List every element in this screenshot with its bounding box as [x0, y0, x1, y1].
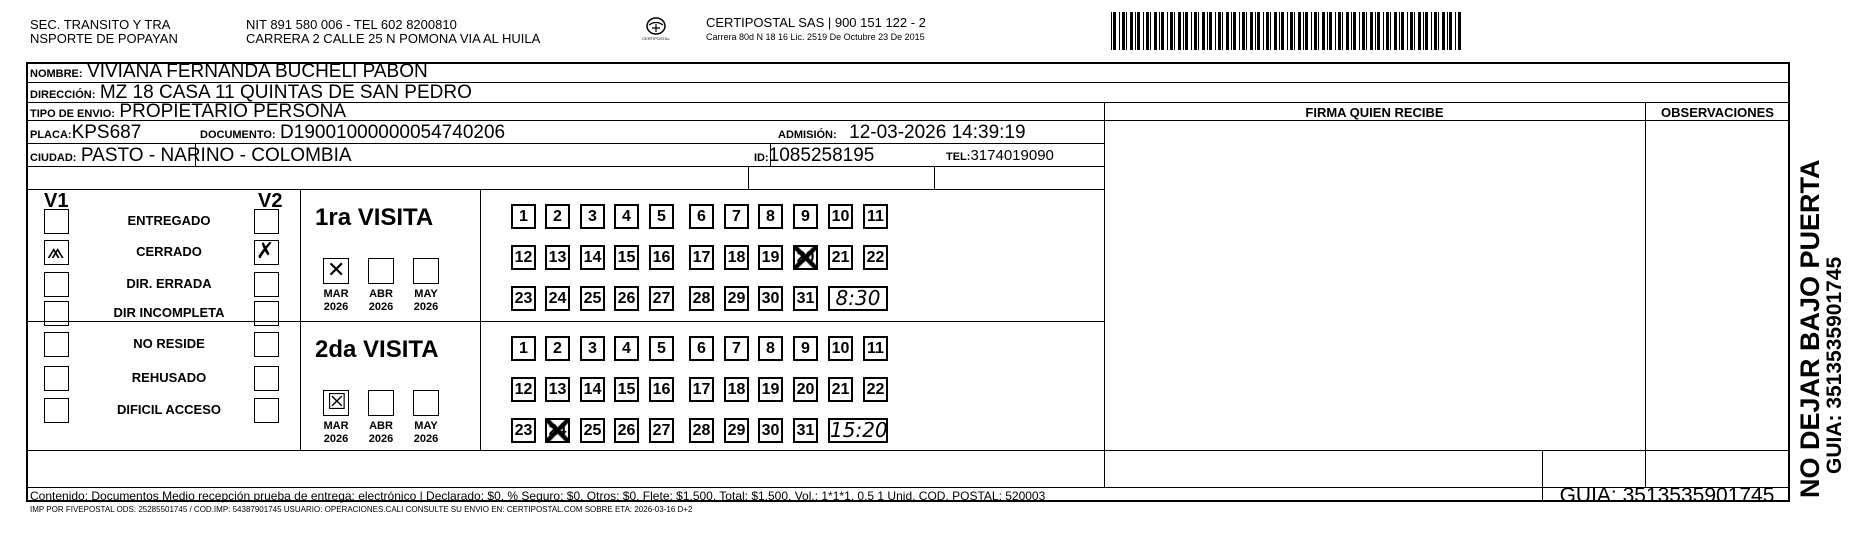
- admision-value: 12-03-2026 14:39:19: [849, 122, 1026, 143]
- day-box[interactable]: 6: [689, 336, 714, 361]
- day-box[interactable]: 6: [689, 204, 714, 229]
- barcode-bar: [1327, 12, 1328, 50]
- month-checkbox[interactable]: [323, 390, 349, 416]
- month-mark-icon: ✕: [327, 258, 346, 283]
- nit-line: NIT 891 580 006 - TEL 602 8200810: [246, 17, 457, 32]
- barcode-bar: [1185, 12, 1188, 50]
- month-checkbox[interactable]: [368, 258, 394, 284]
- month-label: [317, 420, 355, 446]
- ciudad-row: [30, 145, 352, 167]
- month-label: [407, 288, 445, 314]
- barcode-bar: [1274, 12, 1277, 50]
- barcode-bar: [1242, 12, 1245, 50]
- barcode-bar: [1314, 12, 1317, 50]
- carrier-line-1: CERTIPOSTAL SAS | 900 151 122 - 2: [706, 15, 926, 30]
- day-box[interactable]: 26: [614, 418, 639, 443]
- barcode-bar: [1154, 12, 1157, 50]
- barcode-bar: [1209, 12, 1212, 50]
- day-box[interactable]: 29: [724, 418, 749, 443]
- day-box[interactable]: 12: [511, 377, 536, 402]
- time-field[interactable]: 15:20: [830, 418, 888, 442]
- v1-checkbox[interactable]: [44, 398, 69, 423]
- tipo-envio-row: [30, 101, 346, 123]
- placa-value: KPS687: [71, 122, 142, 143]
- direccion-value: MZ 18 CASA 11 QUINTAS DE SAN PEDRO: [99, 82, 472, 103]
- barcode-bar: [1266, 12, 1269, 50]
- barcode-bar: [1322, 12, 1325, 50]
- barcode-bar: [1353, 12, 1356, 50]
- nombre-value: VIVIANA FERNANDA BUCHELI PABON: [87, 61, 428, 82]
- barcode-bar: [1215, 12, 1216, 50]
- day-box[interactable]: 24: [545, 418, 570, 443]
- barcode-bar: [1279, 12, 1280, 50]
- barcode-bar: [1438, 12, 1439, 50]
- v1-header: V1: [44, 190, 69, 212]
- ciudad-value: PASTO - NARINO - COLOMBIA: [80, 145, 352, 166]
- barcode-bar: [1351, 12, 1352, 50]
- id-value: 1085258195: [768, 145, 875, 166]
- status-option-label: CERRADO: [136, 244, 202, 259]
- month-name: ABR: [369, 420, 393, 432]
- day-box[interactable]: 19: [758, 377, 783, 402]
- documento-field: [200, 122, 505, 144]
- barcode-bar: [1434, 12, 1437, 50]
- month-mark-icon: ☒: [327, 390, 347, 415]
- barcode: [1111, 12, 1465, 50]
- barcode-bar: [1366, 12, 1367, 50]
- barcode-bar: [1390, 12, 1391, 50]
- barcode-bar: [1335, 12, 1336, 50]
- month-label: [317, 288, 355, 314]
- month-name: ABR: [369, 288, 393, 300]
- month-checkbox[interactable]: [368, 390, 394, 416]
- status-option-label: DIFICIL ACCESO: [116, 402, 221, 417]
- day-box[interactable]: 3: [580, 204, 605, 229]
- month-year: 2026: [323, 433, 349, 445]
- barcode-bar: [1303, 12, 1304, 50]
- barcode-bar: [1250, 12, 1253, 50]
- barcode-graphic: [1111, 12, 1465, 50]
- day-box[interactable]: 21: [828, 245, 853, 270]
- day-box[interactable]: 30: [758, 418, 783, 443]
- v2-checkbox[interactable]: [254, 209, 279, 234]
- day-box[interactable]: 18: [724, 377, 749, 402]
- day-box[interactable]: 7: [724, 204, 749, 229]
- sender-name: [30, 18, 178, 46]
- barcode-bar: [1183, 12, 1184, 50]
- logo-text: CERTIPOSTAL: [642, 36, 670, 41]
- barcode-bar: [1255, 12, 1256, 50]
- v1-checkbox[interactable]: [44, 301, 69, 326]
- barcode-bar: [1447, 12, 1448, 50]
- documento-value: D19001000000054740206: [280, 122, 506, 143]
- barcode-bar: [1418, 12, 1421, 50]
- barcode-bar: [1305, 12, 1308, 50]
- v2-checkbox[interactable]: [254, 272, 279, 297]
- day-box[interactable]: 22: [863, 377, 888, 402]
- barcode-bar: [1338, 12, 1341, 50]
- month-year: 2026: [413, 433, 439, 445]
- barcode-bar: [1226, 12, 1229, 50]
- placa-field: [30, 122, 141, 144]
- month-year: 2026: [323, 301, 349, 313]
- day-box[interactable]: 14: [580, 245, 605, 270]
- v1-checkbox[interactable]: [44, 332, 69, 357]
- day-box[interactable]: 14: [580, 377, 605, 402]
- day-box[interactable]: 28: [689, 286, 714, 311]
- status-option-label: REHUSADO: [131, 370, 207, 385]
- day-box[interactable]: 13: [545, 377, 570, 402]
- day-box[interactable]: 23: [511, 418, 536, 443]
- barcode-bar: [1298, 12, 1301, 50]
- barcode-bar: [1455, 12, 1456, 50]
- day-box[interactable]: 17: [689, 377, 714, 402]
- day-box[interactable]: 7: [724, 336, 749, 361]
- barcode-bar: [1239, 12, 1240, 50]
- barcode-bar: [1194, 12, 1197, 50]
- certipostal-logo: [636, 16, 676, 44]
- nombre-row: [30, 61, 428, 83]
- sender-line-1: SEC. TRANSITO Y TRA: [30, 17, 171, 32]
- carrier-info: [706, 16, 926, 43]
- barcode-bar: [1290, 12, 1293, 50]
- signature-area[interactable]: [1106, 124, 1643, 448]
- barcode-bar: [1431, 12, 1432, 50]
- month-year: 2026: [368, 433, 394, 445]
- visit-title: 2da VISITA: [315, 336, 439, 363]
- day-box[interactable]: 25: [580, 286, 605, 311]
- v1-checkbox[interactable]: [44, 366, 69, 391]
- barcode-bar: [1167, 12, 1168, 50]
- barcode-bar: [1423, 12, 1424, 50]
- barcode-bar: [1458, 12, 1461, 50]
- day-box[interactable]: 15: [614, 377, 639, 402]
- status-option-label: DIR. ERRADA: [126, 276, 212, 291]
- day-box[interactable]: 19: [758, 245, 783, 270]
- day-box[interactable]: 29: [724, 286, 749, 311]
- barcode-bar: [1270, 12, 1271, 50]
- day-box[interactable]: 10: [828, 204, 853, 229]
- barcode-bar: [1399, 12, 1400, 50]
- day-box[interactable]: 1: [511, 336, 536, 361]
- barcode-bar: [1246, 12, 1247, 50]
- month-checkbox[interactable]: [413, 258, 439, 284]
- day-box[interactable]: 17: [689, 245, 714, 270]
- day-box[interactable]: 9: [793, 336, 818, 361]
- barcode-bar: [1143, 12, 1144, 50]
- barcode-bar: [1122, 12, 1125, 50]
- month-year: 2026: [368, 301, 394, 313]
- id-label: ID:: [754, 152, 769, 164]
- barcode-bar: [1281, 12, 1284, 50]
- day-box[interactable]: 20: [793, 377, 818, 402]
- side-notice-line-2: GUIA: 3513535901745: [1823, 256, 1846, 474]
- barcode-bar: [1146, 12, 1149, 50]
- firma-header: FIRMA QUIEN RECIBE: [1305, 105, 1444, 120]
- barcode-bar: [1342, 12, 1343, 50]
- footer-contents: Contenido: Documentos Medio recepción prueba de entrega: electrónico | Declarado: $0, % Seguro: $0, Otros: $0, Flete: $1,500, Total: $1,500. Vol.: 1*1*1. 0.5 1 Unid. COD. POSTAL: 520003: [30, 489, 1046, 503]
- check-mark-icon: ⩕: [47, 239, 65, 264]
- day-box[interactable]: 5: [649, 336, 674, 361]
- day-box[interactable]: 3: [580, 336, 605, 361]
- barcode-bar: [1370, 12, 1373, 50]
- barcode-bar: [1442, 12, 1445, 50]
- barcode-bar: [1202, 12, 1205, 50]
- day-box[interactable]: 15: [614, 245, 639, 270]
- day-box[interactable]: 11: [863, 336, 888, 361]
- footer-print-info: IMP POR FIVEPOSTAL ODS: 25285501745 / COD.IMP: 54387901745 USUARIO: OPERACIONES.CALI CONSULTE SU ENVIO EN: CERTIPOSTAL.COM SOBRE ETA: 2026-03-16 D+2: [30, 505, 693, 514]
- day-box[interactable]: 9: [793, 204, 818, 229]
- month-name: MAR: [323, 420, 349, 432]
- barcode-bar: [1383, 12, 1384, 50]
- month-checkbox[interactable]: [323, 258, 349, 284]
- barcode-bar: [1401, 12, 1404, 50]
- month-name: MAY: [414, 288, 438, 300]
- status-option-label: ENTREGADO: [127, 213, 211, 228]
- barcode-bar: [1191, 12, 1192, 50]
- tipo-envio-label: TIPO DE ENVIO:: [30, 108, 115, 120]
- v1-checkbox[interactable]: [44, 209, 69, 234]
- barcode-bar: [1257, 12, 1260, 50]
- day-box[interactable]: 30: [758, 286, 783, 311]
- barcode-bar: [1174, 12, 1175, 50]
- barcode-bar: [1407, 12, 1408, 50]
- admision-field: [778, 122, 1026, 144]
- day-box[interactable]: 22: [863, 245, 888, 270]
- month-name: MAY: [414, 420, 438, 432]
- v1-checkbox[interactable]: [44, 272, 69, 297]
- month-year: 2026: [413, 301, 439, 313]
- v2-checkbox[interactable]: [254, 332, 279, 357]
- barcode-bar: [1414, 12, 1415, 50]
- barcode-bar: [1111, 12, 1112, 50]
- barcode-bar: [1311, 12, 1312, 50]
- sender-line-2: NSPORTE DE POPAYAN: [30, 31, 178, 46]
- side-notice: [1796, 78, 1846, 498]
- nombre-label: NOMBRE:: [30, 68, 83, 80]
- carrier-line-2: Carrera 80d N 18 16 Lic. 2519 De Octubre 23 De 2015: [706, 32, 925, 42]
- barcode-bar: [1329, 12, 1332, 50]
- cross-mark-icon: ✗: [256, 239, 275, 264]
- barcode-bar: [1159, 12, 1160, 50]
- tel-label: TEL:: [946, 151, 971, 163]
- barcode-bar: [1170, 12, 1173, 50]
- barcode-bar: [1119, 12, 1120, 50]
- v2-checkbox[interactable]: [254, 366, 279, 391]
- barcode-bar: [1150, 12, 1151, 50]
- barcode-bar: [1231, 12, 1232, 50]
- barcode-bar: [1410, 12, 1413, 50]
- day-box[interactable]: 12: [511, 245, 536, 270]
- barcode-bar: [1287, 12, 1288, 50]
- visit-title: 1ra VISITA: [315, 204, 434, 231]
- barcode-bar: [1318, 12, 1319, 50]
- footer-guia: GUIA: 3513535901745: [1559, 484, 1775, 507]
- tel-value: 3174019090: [970, 147, 1054, 164]
- day-box[interactable]: 26: [614, 286, 639, 311]
- barcode-bar: [1375, 12, 1376, 50]
- time-field[interactable]: 8:30: [828, 286, 888, 311]
- observaciones-header: OBSERVACIONES: [1661, 105, 1774, 120]
- day-box[interactable]: 13: [545, 245, 570, 270]
- day-box[interactable]: 2: [545, 336, 570, 361]
- day-box[interactable]: 1: [511, 204, 536, 229]
- v2-checkbox[interactable]: [254, 301, 279, 326]
- direccion-label: DIRECCIÓN:: [30, 89, 96, 101]
- month-label: [407, 420, 445, 446]
- barcode-bar: [1346, 12, 1349, 50]
- day-box[interactable]: 28: [689, 418, 714, 443]
- status-option-label: DIR INCOMPLETA: [113, 305, 225, 320]
- sender-contact: [246, 18, 540, 46]
- day-box[interactable]: 4: [614, 336, 639, 361]
- barcode-bar: [1207, 12, 1208, 50]
- day-box[interactable]: 23: [511, 286, 536, 311]
- barcode-bar: [1263, 12, 1264, 50]
- month-label: [362, 288, 400, 314]
- barcode-bar: [1362, 12, 1365, 50]
- day-box[interactable]: 16: [649, 245, 674, 270]
- tipo-envio-value: PROPIETARIO PERSONA: [119, 101, 347, 122]
- id-field: [754, 145, 874, 167]
- barcode-bar: [1113, 12, 1116, 50]
- barcode-bar: [1449, 12, 1452, 50]
- month-label: [362, 420, 400, 446]
- barcode-bar: [1377, 12, 1380, 50]
- day-box[interactable]: 10: [828, 336, 853, 361]
- address-line: CARRERA 2 CALLE 25 N POMONA VIA AL HUILA: [246, 31, 541, 46]
- barcode-bar: [1135, 12, 1136, 50]
- barcode-bar: [1425, 12, 1428, 50]
- day-box[interactable]: 5: [649, 204, 674, 229]
- day-box[interactable]: 31: [793, 286, 818, 311]
- day-box[interactable]: 21: [828, 377, 853, 402]
- barcode-bar: [1161, 12, 1164, 50]
- day-box[interactable]: 18: [724, 245, 749, 270]
- day-box[interactable]: 8: [758, 336, 783, 361]
- status-option-label: NO RESIDE: [133, 336, 205, 351]
- v2-checkbox[interactable]: [254, 240, 279, 265]
- side-notice-line-1: NO DEJAR BAJO PUERTA: [1795, 159, 1825, 498]
- month-checkbox[interactable]: [413, 390, 439, 416]
- day-box[interactable]: 27: [649, 286, 674, 311]
- barcode-bar: [1359, 12, 1360, 50]
- observaciones-area[interactable]: [1647, 124, 1788, 448]
- day-box[interactable]: 24: [545, 286, 570, 311]
- barcode-bar: [1386, 12, 1389, 50]
- month-name: MAR: [323, 288, 349, 300]
- barcode-bar: [1222, 12, 1223, 50]
- v2-checkbox[interactable]: [254, 398, 279, 423]
- barcode-bar: [1233, 12, 1236, 50]
- barcode-bar: [1294, 12, 1295, 50]
- day-box[interactable]: 8: [758, 204, 783, 229]
- barcode-bar: [1198, 12, 1199, 50]
- day-box[interactable]: 31: [793, 418, 818, 443]
- v1-checkbox[interactable]: [44, 240, 69, 265]
- v2-header: V2: [258, 190, 283, 212]
- barcode-bar: [1137, 12, 1140, 50]
- admision-label: ADMISIÓN:: [778, 129, 837, 141]
- day-box[interactable]: 25: [580, 418, 605, 443]
- barcode-bar: [1394, 12, 1397, 50]
- day-box[interactable]: 11: [863, 204, 888, 229]
- day-box[interactable]: 16: [649, 377, 674, 402]
- day-box[interactable]: 20: [793, 245, 818, 270]
- day-box[interactable]: 27: [649, 418, 674, 443]
- barcode-bar: [1218, 12, 1221, 50]
- placa-label: PLACA:: [30, 129, 72, 141]
- day-box[interactable]: 4: [614, 204, 639, 229]
- ciudad-label: CIUDAD:: [30, 152, 77, 164]
- tel-field: [946, 147, 1054, 165]
- barcode-bar: [1178, 12, 1181, 50]
- day-box[interactable]: 2: [545, 204, 570, 229]
- barcode-bar: [1126, 12, 1127, 50]
- barcode-bar: [1130, 12, 1133, 50]
- documento-label: DOCUMENTO:: [200, 129, 276, 141]
